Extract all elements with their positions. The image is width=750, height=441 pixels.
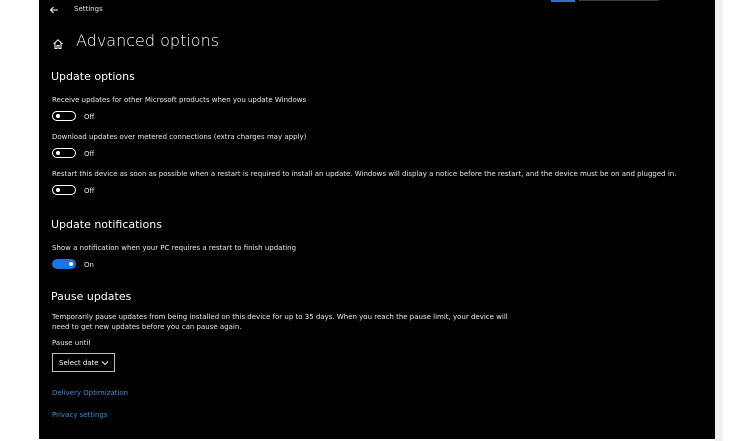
metered-connections-toggle[interactable]	[52, 148, 76, 158]
pause-date-dropdown[interactable]	[52, 353, 115, 372]
toggle-knob	[56, 188, 60, 192]
metered-connections-state: Off	[84, 150, 95, 158]
settings-window	[39, 0, 715, 439]
receive-updates-state: Off	[84, 113, 95, 121]
toggle-knob	[69, 262, 73, 266]
pause-updates-heading: Pause updates	[51, 290, 132, 303]
update-notifications-heading: Update notifications	[51, 218, 162, 231]
toggle-knob	[56, 151, 60, 155]
update-options-heading: Update options	[51, 70, 135, 83]
title-bar-accent	[551, 0, 575, 2]
pause-updates-description: Temporarily pause updates from being installed on this device for up to 35 days. When you reach the pause limit, your device will need to get new updates before you can pause again.	[52, 313, 508, 331]
restart-notification-toggle[interactable]	[52, 259, 76, 269]
window-edge	[715, 0, 723, 441]
privacy-settings-link[interactable]: Privacy settings	[52, 411, 108, 419]
home-icon[interactable]	[52, 35, 64, 47]
pause-until-label: Pause until	[52, 339, 91, 347]
back-arrow-icon[interactable]	[47, 3, 61, 17]
restart-notification-state: On	[84, 261, 94, 269]
title-bar	[39, 0, 715, 20]
receive-updates-toggle[interactable]	[52, 111, 76, 121]
restart-asap-label: Restart this device as soon as possible when a restart is required to install an update. Windows will display a notice before the restart, and the device must be on and plugged in.	[52, 170, 677, 178]
pause-date-value: Select date	[59, 359, 99, 367]
metered-connections-label: Download updates over metered connections (extra charges may apply)	[52, 133, 307, 141]
chevron-down-icon	[101, 359, 109, 367]
delivery-optimization-link[interactable]: Delivery Optimization	[52, 389, 129, 397]
title-bar-strip	[579, 0, 659, 1]
app-title: Settings	[74, 5, 103, 13]
restart-asap-state: Off	[84, 187, 95, 195]
receive-updates-label: Receive updates for other Microsoft products when you update Windows	[52, 96, 307, 104]
restart-asap-toggle[interactable]	[52, 185, 76, 195]
restart-notification-label: Show a notification when your PC requires a restart to finish updating	[52, 244, 297, 252]
toggle-knob	[56, 114, 60, 118]
page-title: Advanced options	[76, 31, 220, 50]
